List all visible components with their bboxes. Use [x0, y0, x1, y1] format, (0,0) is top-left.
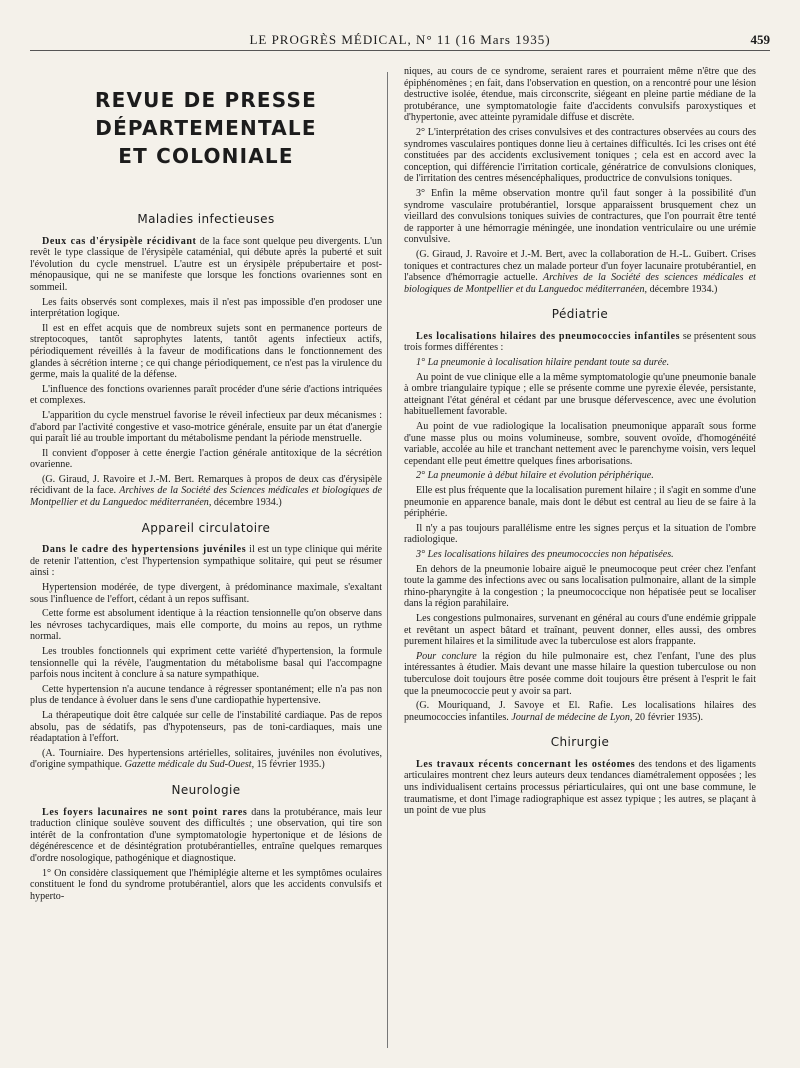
paragraph [30, 323, 382, 381]
lead-in: Les travaux récents concernant les ostéomes [416, 758, 636, 770]
lead-in: Les localisations hilaires des pneumococcies infantiles [416, 330, 681, 342]
paragraph [404, 485, 756, 520]
paragraph [404, 613, 756, 648]
paragraph-text: Il convient d'opposer à cette énergie l'action générale antitoxique de la sécrétion ovarienne. [30, 447, 382, 471]
paragraph [404, 372, 756, 418]
reference-date: décembre 1934.) [647, 283, 718, 295]
paragraph [30, 582, 382, 605]
paragraph-text: (G. Giraud, J. Ravoire et J.-M. Bert. Remarques à propos de deux cas d'érysipèle récidivant de la face. [30, 473, 382, 497]
section-heading: Appareil circulatoire [141, 520, 271, 535]
paragraph [404, 759, 756, 817]
reference [30, 748, 382, 771]
section-heading: Maladies infectieuses [137, 212, 275, 226]
left-column [30, 66, 382, 1060]
paragraph-text: Hypertension modérée, de type divergent, à prédominance maximale, s'exaltant sous l'influence de l'effort, cédant à un repos suffisant. [30, 582, 382, 605]
paragraph [30, 646, 382, 681]
paragraph-text: Au point de vue clinique elle a la même symptomatologie qu'une pneumonie banale à ombre triangulaire typique ; elle se présente comme une pyrexie élevée, persistante, atteignant l'état général et cédant par une brusque défervescence, avec une évolution habituellement favorable. [404, 371, 756, 418]
review-title-line: REVUE DE PRESSE DÉPARTEMENTALE [95, 88, 317, 140]
paragraph [404, 188, 756, 246]
item-label: 3° Les localisations hilaires des pneumococcies non hépatisées. [416, 548, 674, 560]
paragraph-text: Au point de vue radiologique la localisation pneumonique apparaît sous forme d'une masse plus ou moins volumineuse, sombre, souvent ovoïde, d'homogénéité variable, accolée au hile et tranchant nettement avec le parenchyme voisin, vers lequel cependant elle peut émettre quelques fines arborisations. [404, 421, 756, 467]
item-label: 1° La pneumonie à localisation hilaire pendant toute sa durée. [416, 357, 670, 369]
paragraph [30, 384, 382, 407]
review-title [30, 86, 382, 170]
paragraph [404, 564, 756, 610]
paragraph-text: L'apparition du cycle menstruel favorise le réveil infectieux par deux mécanismes : d'abord par l'activité congestive et vaso-motrice générale, ensuite par un état d'anergie qui paraît lié au trouble important du métabolisme pendant la période menstruelle. [30, 409, 382, 445]
paragraph-text: L'influence des fonctions ovariennes paraît procéder d'une série d'actions intriquées et complexes. [30, 383, 382, 407]
journal-title: Archives de la Société des Sciences médicales et biologiques de Montpellier et du Languedoc méditerranéen, [30, 485, 382, 509]
paragraph [404, 127, 756, 185]
paragraph-text: (G. Giraud, J. Ravoire et J.-M. Bert, avec la collaboration de H.-L. Guibert. Crises toniques et contractures chez un malade porteur d'un foyer lacunaire protubérantiel, en l'absence d'hémorragie actuelle. [404, 248, 756, 284]
paragraph-text: la région du hile pulmonaire est, chez l'enfant, l'une des plus intéressantes à étudier. Mais devant une masse hilaire la question tuberculose ou non tuberculose doit toujours être posée comme doit toujours être présent à l'esprit le fait que la pneumococcie peut y avoir sa part. [404, 650, 756, 697]
paragraph [404, 549, 756, 561]
page-number: 459 [750, 32, 770, 47]
reference [404, 249, 756, 295]
italic-lead: Pour conclure [416, 650, 477, 662]
paragraph-text: se présentent sous trois formes différentes : [404, 330, 756, 354]
paragraph-text: Les congestions pulmonaires, survenant en général au cours d'une endémie grippale et revêtant un aspect bâtard et traînant, peuvent donner, elles aussi, des ombres purement hilaires et la similitude avec la tuberculose est alors frappante. [404, 612, 756, 648]
paragraph-text: 3° Enfin la même observation montre qu'il faut songer à la possibilité d'un syndrome vasculaire protubérantiel, lorsque apparaissent brusquement chez un vieillard des convulsions toniques suivies de contractures, que l'on pourrait être tenté de rapporter à une hémorragie méningée, une inondation ventriculaire ou une urémie convulsive. [404, 187, 756, 246]
paragraph [30, 297, 382, 320]
paragraph-text: Il est en effet acquis que de nombreux sujets sont en permanence porteurs de streptocoques, tantôt saprophytes latents, tantôt agents infectieux actifs, périodiquement réveillés à la faveur de modifications dans le fonctionnement des glandes à sécrétion interne ; ce qui change périodiquement, ce n'est pas la virulence du germe, mais la qualité de la défense. [30, 322, 382, 381]
lead-in: Deux cas d'érysipèle récidivant [42, 235, 197, 247]
paragraph-text: Cette forme est absolument identique à la réaction tensionnelle qu'on observe dans les névroses tachycardiques, mais elle comporte, du moins au repos, un rythme normal. [30, 608, 382, 643]
paragraph-text: des tendons et des ligaments articulaires montrent chez leurs auteurs deux tendances diamétralement opposées ; les uns individualisent certains processus périarticulaires, qui ont une base commune, le traumatisme, et dont l'image radiographique est assez typique ; les autres, se plaçant à un point de vue plus [404, 758, 756, 817]
paragraph [404, 357, 756, 369]
paragraph-text: 2° L'interprétation des crises convulsives et des contractures observées au cours des syndromes vasculaires pontiques donne lieu à certaines difficultés. Ici les crises ont été constituées par des accidents exclusivement toniques ; cela est en accord avec la conception, qui différencie l'irritation corticale, génératrice de convulsions cloniques, de l'irritation des centres mésencéphaliques, productrice de convulsions toniques. [404, 126, 756, 185]
reference-date: 15 février 1935.) [254, 759, 325, 771]
paragraph [404, 331, 756, 354]
paragraph [404, 66, 756, 124]
journal-title: Journal de médecine de Lyon, [511, 711, 633, 723]
paragraph-text: (G. Mouriquand, J. Savoye et El. Rafie. Les localisations hilaires des pneumococcies infantiles. [404, 700, 756, 723]
paragraph-text: dans la protubérance, mais leur traduction clinique soulève souvent des difficultés ; une observation, qui tire son intérêt de la confrontation d'une symptomatologie hypertonique et de lésions de dégénérescence et de désintégration protubérantielles, entraîne quelques remarques d'ordre nosologique, pathogénique et diagnostique. [30, 806, 382, 864]
paragraph-text: 1° On considère classiquement que l'hémiplégie alterne et les symptômes oculaires constituent le fond du syndrome protubérantiel, alors que les accidents convulsifs et hyperto- [30, 867, 382, 902]
paragraph [404, 523, 756, 546]
paragraph [30, 868, 382, 903]
paragraph-text: La thérapeutique doit être calquée sur celle de l'instabilité cardiaque. Pas de repos absolu, pas de sédatifs, pas d'hypotenseurs, pas de toni-cardiaques, mais une réadaptation à l'effort. [30, 709, 382, 745]
paragraph [404, 470, 756, 482]
lead-in: Les foyers lacunaires ne sont point rares [42, 806, 248, 818]
reference [30, 474, 382, 509]
reference-date: 20 février 1935). [632, 711, 704, 723]
lead-in: Dans le cadre des hypertensions juvéniles [42, 544, 247, 556]
reference-date: décembre 1934.) [211, 497, 282, 509]
paragraph-text: il est un type clinique qui mérite de retenir l'attention, c'est l'hypertension sympathique solitaire, qui peut se résumer ainsi : [30, 544, 382, 579]
paragraph-text: niques, au cours de ce syndrome, seraient rares et pourraient même n'être que des épiphénomènes ; en fait, dans l'observation en question, on a rencontré pour une lésion destructive isolée, étendue, mais circonscrite, siégeant en pleine partie médiane de la protubérance, une symptomatologie faite d'accidents convulsifs paroxystiques et d'hypertonie, avec atteinte pyramidale diffuse et discrète. [404, 66, 756, 124]
running-title: LE PROGRÈS MÉDICAL, N° 11 (16 Mars 1935) [249, 32, 551, 47]
paragraph-text: Cette hypertension n'a aucune tendance à régresser spontanément; elle n'a pas non plus de tendance à évoluer dans le sens d'une cardiopathie hypertensive. [30, 683, 382, 707]
review-title-line: ET COLONIALE [118, 144, 294, 168]
reference [404, 700, 756, 723]
right-column [404, 66, 756, 1060]
paragraph-text: Elle est plus fréquente que la localisation purement hilaire ; il s'agit en somme d'une pneumonie en apparence banale, mais dont le début est central au lieu de se faire à la périphérie. [404, 485, 756, 520]
paragraph [30, 410, 382, 445]
section-heading: Neurologie [171, 782, 241, 797]
paragraph [30, 807, 382, 865]
paragraph-text: Les troubles fonctionnels qui expriment cette variété d'hypertension, la formule tensionnelle qui la révèle, l'augmentation du métabolisme basal qui l'accompagne parfois nous incitent à conclure à sa nature sympathique. [30, 646, 382, 681]
section-heading: Pédiatrie [551, 307, 609, 322]
section-heading: Chirurgie [550, 735, 610, 750]
column-divider [387, 72, 388, 1048]
paragraph [404, 421, 756, 467]
item-label: 2° La pneumonie à début hilaire et évolution périphérique. [416, 470, 654, 482]
paragraph [404, 651, 756, 697]
paragraph [30, 448, 382, 471]
running-header [30, 30, 770, 51]
paragraph [30, 544, 382, 579]
paragraph [30, 236, 382, 294]
paragraph [30, 608, 382, 643]
paragraph-text: En dehors de la pneumonie lobaire aiguë le pneumocoque peut créer chez l'enfant toute la gamme des infections avec ou sans localisation pulmonaire, allant de la simple rhino-pharyngite à la congestion ; la pneumococcique non hépatisée peut se localiser dans la région parahilaire. [404, 563, 756, 610]
journal-title: Gazette médicale du Sud-Ouest, [124, 759, 255, 771]
paragraph-text: Il n'y a pas toujours parallélisme entre les signes perçus et la situation de l'ombre radiologique. [404, 522, 756, 546]
paragraph-text: de la face sont quelque peu divergents. L'un revêt le type classique de l'érysipèle cataménial, qui débute après la puberté et suit l'évolution du cycle menstruel. L'autre est un érysipèle prépubertaire et post-ménopausique, qui ne se manifeste que lorsque les fonctions ovariennes sont en sommeil. [30, 235, 382, 293]
paragraph-text: Les faits observés sont complexes, mais il n'est pas impossible d'en prodoser une interprétation logique. [30, 296, 382, 320]
paragraph-text: (A. Tourniaire. Des hypertensions artérielles, solitaires, juvéniles non évolutives, d'origine sympathique. [30, 747, 382, 771]
right-flow [404, 66, 756, 817]
journal-title: Archives de la Société des sciences médicales et biologiques de Montpellier et du Languedoc méditerranéen, [404, 272, 756, 295]
paragraph [30, 710, 382, 745]
left-flow [30, 214, 382, 902]
paragraph [30, 684, 382, 707]
